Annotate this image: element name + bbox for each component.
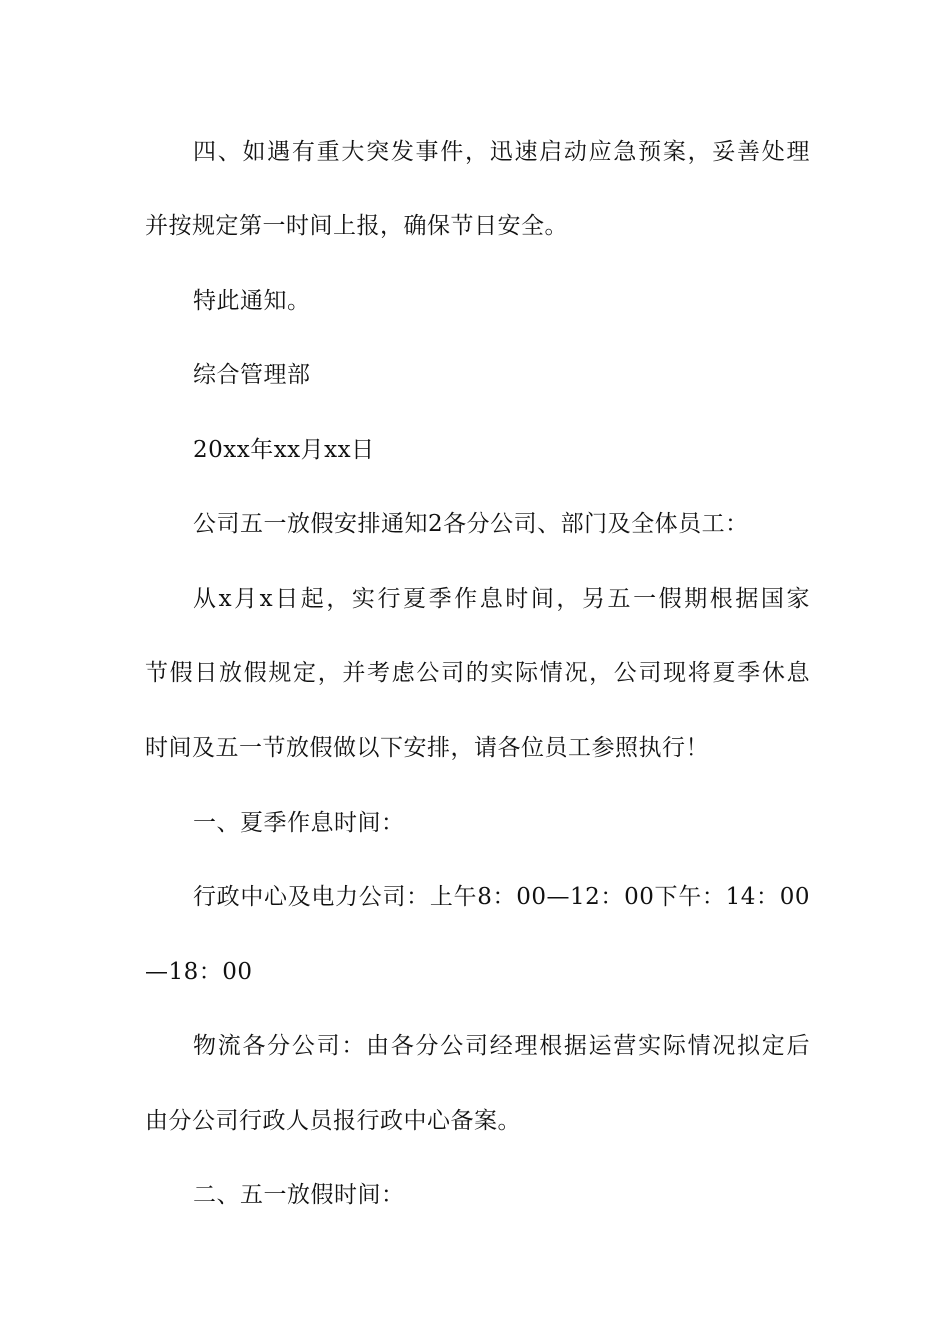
paragraph-admin-hours-line-2: —18：00: [145, 959, 253, 985]
paragraph-logistics-line-1: 物流各分公司：由各分公司经理根据运营实际情况拟定后: [193, 1033, 810, 1059]
paragraph-emergency-line-1: 四、如遇有重大突发事件，迅速启动应急预案，妥善处理: [193, 139, 810, 165]
issue-date: 20xx年xx月xx日: [193, 437, 375, 463]
paragraph-summer-schedule-line-2: 节假日放假规定，并考虑公司的实际情况，公司现将夏季休息: [145, 660, 810, 686]
notice-closing: 特此通知。: [193, 288, 311, 314]
section-heading-summer-hours: 一、夏季作息时间：: [193, 810, 405, 836]
paragraph-emergency-line-2: 并按规定第一时间上报，确保节日安全。: [145, 213, 568, 239]
issuer-department: 综合管理部: [193, 362, 311, 388]
section-heading-holiday: 二、五一放假时间：: [193, 1182, 405, 1208]
paragraph-logistics-line-2: 由分公司行政人员报行政中心备案。: [145, 1108, 521, 1134]
paragraph-admin-hours-line-1: 行政中心及电力公司：上午8：00—12：00下午：14：00: [193, 884, 810, 910]
paragraph-summer-schedule-line-1: 从x月x日起，实行夏季作息时间，另五一假期根据国家: [193, 586, 810, 612]
notice-heading-2: 公司五一放假安排通知2各分公司、部门及全体员工：: [193, 511, 749, 537]
paragraph-summer-schedule-line-3: 时间及五一节放假做以下安排，请各位员工参照执行！: [145, 735, 709, 761]
